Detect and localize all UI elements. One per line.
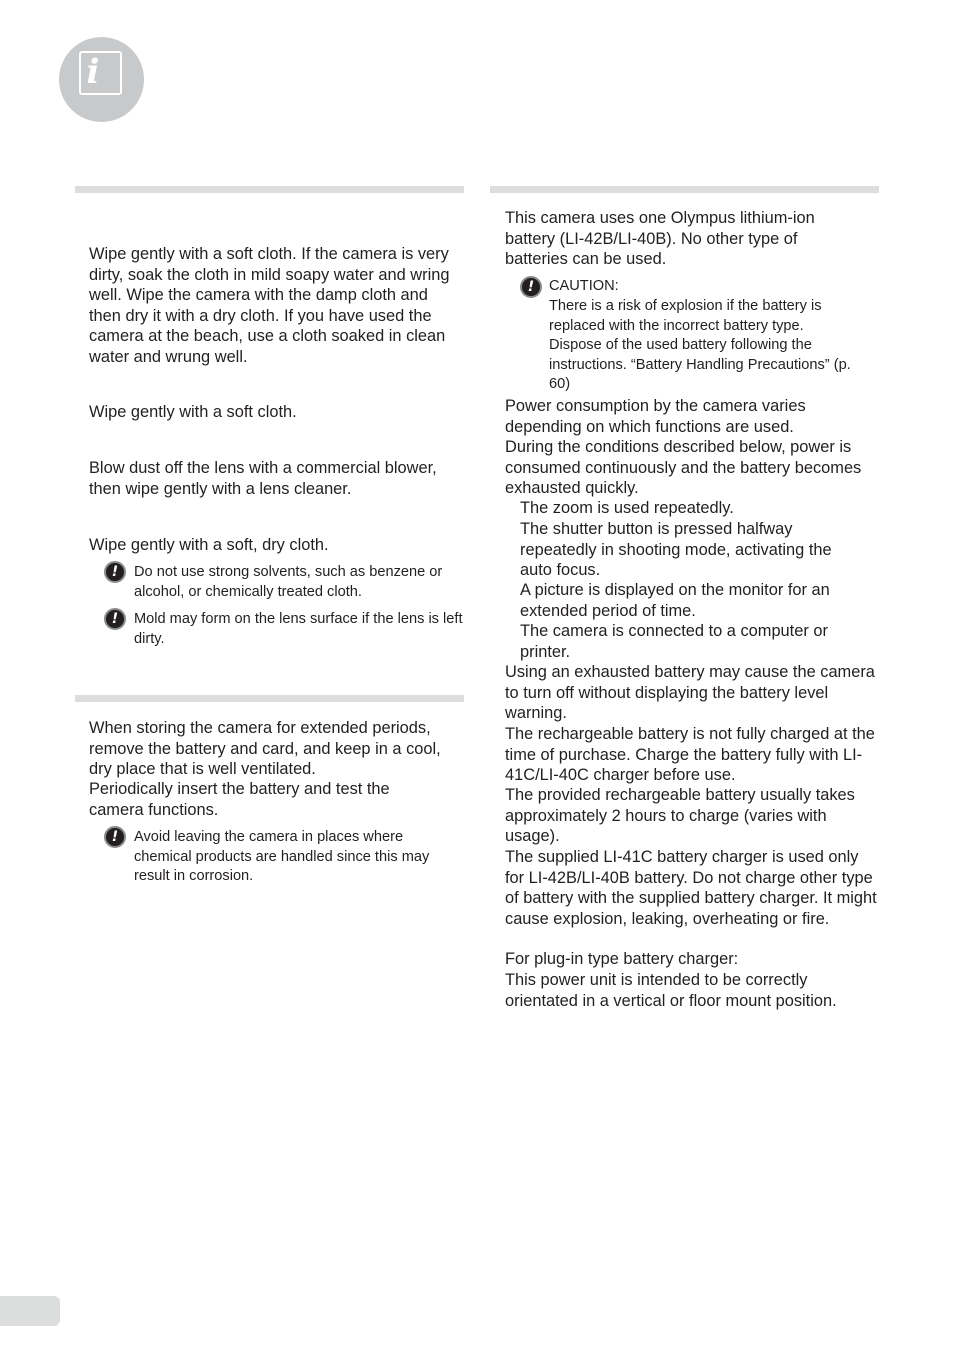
section-rule-storage [75,695,464,702]
condition-item: A picture is displayed on the monitor for an extended period of time. [520,581,830,620]
battery-paragraph: The supplied LI-41C battery charger is used only for LI-42B/LI-40B battery. Do not charge other type of battery with the supplied battery charger. It might cause explosion, leaking, overheating or fire. [505,848,877,928]
caution-title: CAUTION: [549,278,619,294]
care-charger-text: Wipe gently with a soft, dry cloth. [89,536,329,554]
page-tab [0,1296,60,1326]
battery-intro: This camera uses one Olympus lithium-ion battery (LI-42B/LI-40B). No other type of batteries can be used. [505,209,815,268]
condition-item: The camera is connected to a computer or printer. [520,622,828,661]
care-monitor-text: Wipe gently with a soft cloth. [89,403,297,421]
battery-paragraph: The provided rechargeable battery usually takes approximately 2 hours to charge (varies with usage). [505,786,855,845]
section-rule-battery [490,186,879,193]
care-exterior-text: Wipe gently with a soft cloth. If the camera is very dirty, soak the cloth in mild soapy water and wring well. Wipe the camera with the damp cloth and then dry it with a dry cloth. If you have used the camera at the beach, use a cloth soaked in clean water and wrung well. [89,245,450,366]
exclamation-icon: ! [520,276,542,298]
battery-paragraph: For plug-in type battery charger: [505,950,739,968]
info-icon [59,37,144,122]
storage-text-1: When storing the camera for extended periods, remove the battery and card, and keep in a cool, dry place that is well ventilated. [89,719,441,778]
exclamation-icon: ! [104,561,126,583]
care-note-2: Mold may form on the lens surface if the lens is left dirty. [134,611,463,647]
conditions-intro: During the conditions described below, power is consumed continuously and the battery becomes exhausted quickly. [505,438,862,497]
condition-item: The shutter button is pressed halfway repeatedly in shooting mode, activating the auto focus. [520,520,832,579]
caution-text: There is a risk of explosion if the battery is replaced with the incorrect battery type. Dispose of the used battery following the instructions. “Battery Handling Precautions” (p. 60) [549,298,851,393]
storage-note: Avoid leaving the camera in places where chemical products are handled since this may result in corrosion. [134,829,430,885]
exclamation-icon: ! [104,826,126,848]
care-note-1: Do not use strong solvents, such as benzene or alcohol, or chemically treated cloth. [134,564,443,600]
storage-text-2: Periodically insert the battery and test the camera functions. [89,780,390,819]
exclamation-icon: ! [104,608,126,630]
power-consumption-text: Power consumption by the camera varies depending on which functions are used. [505,397,806,436]
battery-paragraph: The rechargeable battery is not fully charged at the time of purchase. Charge the battery fully with LI-41C/LI-40C charger before use. [505,725,875,784]
condition-item: The zoom is used repeatedly. [520,499,734,517]
info-glyph: i [86,52,100,92]
section-rule-care [75,186,464,193]
care-lens-text: Blow dust off the lens with a commercial blower, then wipe gently with a lens cleaner. [89,459,437,498]
battery-paragraph: This power unit is intended to be correctly orientated in a vertical or floor mount position. [505,971,837,1010]
battery-paragraph: Using an exhausted battery may cause the camera to turn off without displaying the battery level warning. [505,663,875,722]
